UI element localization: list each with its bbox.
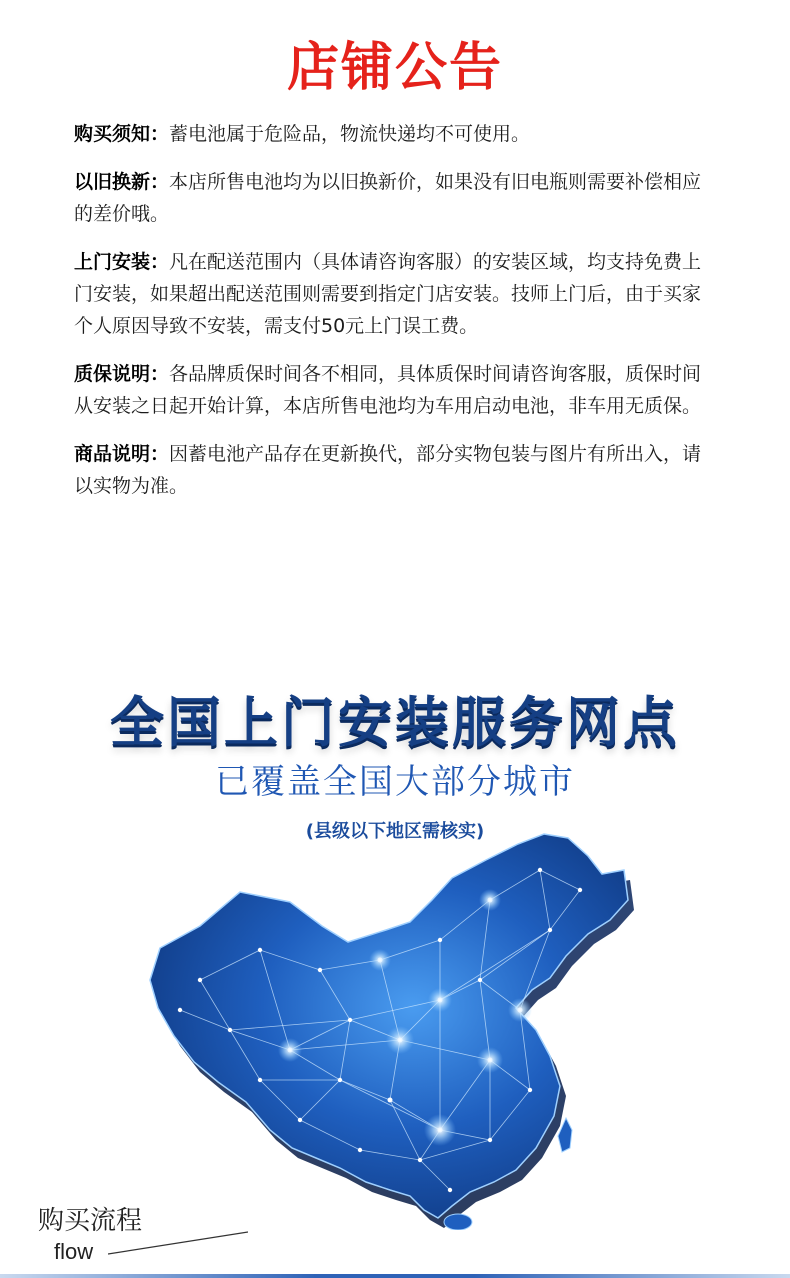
notice-text: 本店所售电池均为以旧换新价，如果没有旧电瓶则需要补偿相应的差价哦。	[74, 171, 702, 225]
bottom-divider	[0, 1274, 790, 1278]
notice-text: 各品牌质保时间各不相同，具体质保时间请咨询客服，质保时间从安装之日起开始计算，本店所售电池均为车用启动电池，非车用无质保。	[74, 363, 702, 417]
notice-label: 以旧换新：	[74, 171, 170, 193]
service-subtitle: 已覆盖全国大部分城市	[215, 762, 575, 802]
notice-item-trade-in	[74, 166, 714, 230]
notice-label: 商品说明：	[74, 443, 170, 465]
notice-label: 购买须知：	[74, 123, 170, 145]
china-network-map	[140, 830, 640, 1230]
china-map-graphic	[140, 830, 640, 1230]
notice-item-product	[74, 438, 714, 502]
service-note: (县级以下地区需核实)	[305, 821, 485, 842]
notice-title: 店铺公告	[286, 38, 503, 98]
notice-text: 凡在配送范围内（具体请咨询客服）的安装区域，均支持免费上门安装，如果超出配送范围则需要到指定门店安装。技师上门后，由于买家个人原因导致不安装，需支付50元上门误工费。	[74, 251, 702, 337]
service-title: 全国上门安装服务网点	[110, 691, 680, 754]
notice-item-purchase	[74, 118, 714, 150]
notice-item-installation	[74, 246, 714, 342]
flow-decorative-line	[108, 1226, 248, 1256]
notice-label: 上门安装：	[74, 251, 170, 273]
notice-label: 质保说明：	[74, 363, 170, 385]
notice-text: 蓄电池属于危险品，物流快递均不可使用。	[169, 123, 531, 145]
notice-list	[74, 118, 714, 518]
purchase-flow-subtitle: flow	[54, 1239, 94, 1264]
purchase-flow-title: 购买流程	[38, 1206, 143, 1236]
notice-text: 因蓄电池产品存在更新换代，部分实物包装与图片有所出入，请以实物为准。	[74, 443, 702, 497]
notice-item-warranty	[74, 358, 714, 422]
china-map-shape	[150, 834, 628, 1218]
hainan-island	[444, 1214, 472, 1230]
